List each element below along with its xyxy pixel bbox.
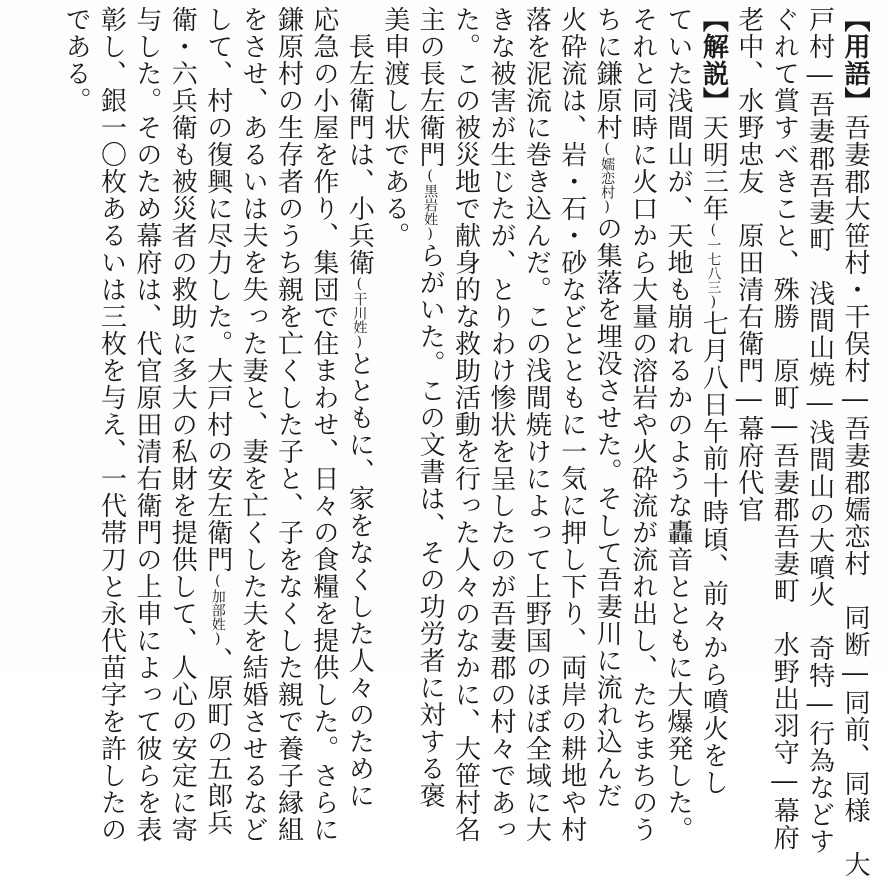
text-column <box>801 6 836 855</box>
text-line: 吾妻郡大笹村・干俣村―吾妻郡嬬恋村 同断―同前、同様 大 <box>840 114 870 878</box>
text-column <box>306 6 341 843</box>
text-column <box>199 6 234 836</box>
text-line: 老中、水野忠友 原田清右衛門―幕府代官 <box>733 6 764 523</box>
text-line: 火砕流は、岩・石・砂などとともに一気に押し下り、両岸の耕地や村 <box>556 6 587 843</box>
text-line: の集落を埋没させた。そして吾妻川に流れ込んだ <box>592 215 623 809</box>
text-column <box>270 6 305 843</box>
text-line: きな被害が生じたが、とりわけ惨状を呈したのが吾妻郡の村々であっ <box>485 6 516 843</box>
text-line: らがいた。この文書は、その功労者に対する褒 <box>415 242 446 809</box>
text-column <box>483 6 518 843</box>
text-column <box>412 6 447 809</box>
yogo-heading: 用語 <box>840 33 870 87</box>
text-line: ぐれて賞すべきこと、殊勝 原町―吾妻郡吾妻町 水野出羽守―幕府 <box>769 6 800 851</box>
text-line: をさせ、あるいは夫を失った妻と、妻を亡くした夫を結婚させるなど <box>238 6 269 843</box>
text-line: 、原町の五郎兵 <box>202 647 233 836</box>
text-line: ちに鎌原村 <box>592 6 623 141</box>
text-column <box>341 6 376 809</box>
text-line: して、村の復興に尽力した。大戸村の安左衛門 <box>202 6 233 573</box>
text-column <box>766 6 801 851</box>
text-column <box>93 6 128 843</box>
text-column <box>518 6 553 843</box>
vertical-text-block <box>58 6 872 878</box>
inline-note: (干川姓) <box>351 276 368 350</box>
text-column: 【用語】吾妻郡大笹村・干俣村―吾妻郡嬬恋村 同断―同前、同様 大 <box>840 6 870 878</box>
text-column <box>447 6 482 843</box>
text-line: とともに、家をなくした人々のために <box>344 350 375 809</box>
text-line: である。 <box>61 6 92 114</box>
kaisetsu-heading: 解説 <box>698 33 729 87</box>
text-line: ていた浅間山が、天地も崩れるかのような轟音とともに大爆発した。 <box>662 6 693 843</box>
text-column <box>58 6 93 670</box>
text-line: 鎌原村の生存者のうち親を亡くした子と、子をなくした親で養子縁組 <box>273 6 304 843</box>
text-column <box>589 6 624 809</box>
text-column <box>660 6 695 843</box>
text-line: それと同時に火口から大量の溶岩や火砕流が流れ出し、たちまちのう <box>627 6 658 843</box>
text-line: 長左衛門は、小兵衛 <box>344 6 375 276</box>
text-column <box>730 6 765 670</box>
text-line: 戸村―吾妻郡吾妻町 浅間山焼―浅間山の大噴火 奇特―行為などす <box>804 6 835 855</box>
text-column <box>553 6 588 843</box>
text-line: た。この被災地で献身的な救助活動を行った人々のなかに、大笹村名 <box>450 6 481 843</box>
text-column: 【解説】天明三年(一七八三)七月八日午前十時頃、前々から噴火をし <box>698 6 729 796</box>
text-line: 天明三年 <box>698 114 729 222</box>
inline-note: (嬬恋村) <box>599 141 616 215</box>
text-line: 美申渡し状である。 <box>379 6 410 249</box>
text-line: 七月八日午前十時頃、前々から噴火をし <box>698 310 729 796</box>
text-column <box>624 6 659 843</box>
text-line: 彰し、銀一〇枚あるいは三枚を与え、一代帯刀と永代苗字を許したの <box>96 6 127 843</box>
text-column <box>235 6 270 843</box>
text-line: 衛・六兵衛も被災者の救助に多大の私財を提供して、人心の安定に寄 <box>167 6 198 843</box>
text-column <box>164 6 199 843</box>
text-line: 応急の小屋を作り、集団で住まわせ、日々の食糧を提供した。さらに <box>308 6 339 843</box>
text-line: 落を泥流に巻き込んだ。この浅間焼けによって上野国のほぼ全域に大 <box>521 6 552 843</box>
text-line: 与した。そのため幕府は、代官原田清右衛門の上申によって彼らを表 <box>131 6 162 843</box>
inline-note: (一七八三) <box>705 222 722 310</box>
text-column <box>128 6 163 843</box>
text-column <box>376 6 411 670</box>
text-line: 主の長左衛門 <box>415 6 446 168</box>
inline-note: (加部姓) <box>209 573 226 647</box>
inline-note: (黒岩姓) <box>422 168 439 242</box>
